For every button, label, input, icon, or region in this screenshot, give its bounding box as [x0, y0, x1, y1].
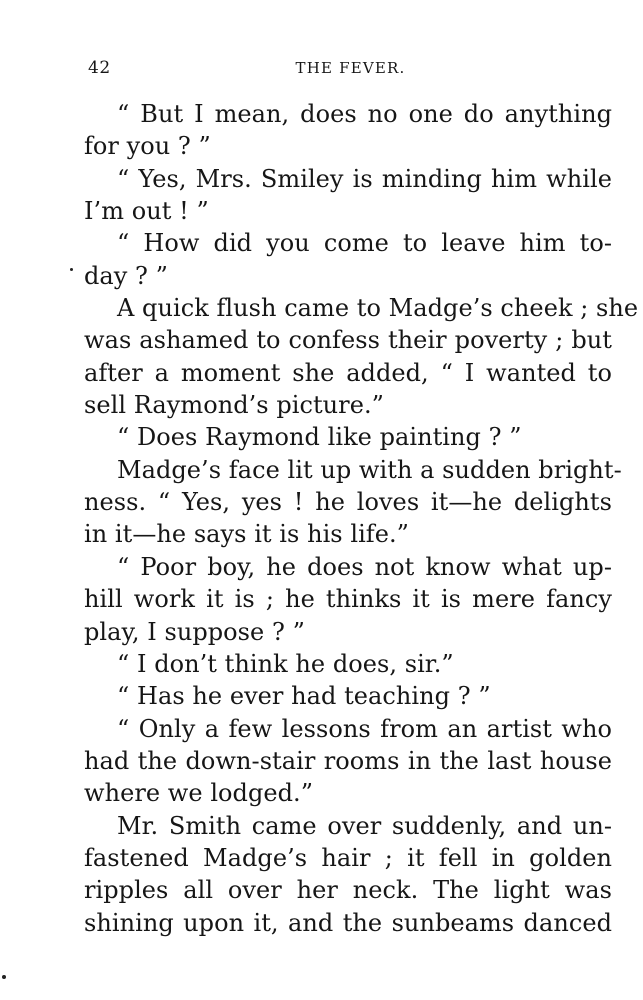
- text-line: Madge’s face lit up with a sudden bright-: [117, 455, 622, 484]
- text-line: fastened Madge’s hair ; it fell in golden: [84, 843, 612, 872]
- text-line: hill work it is ; he thinks it is mere fancy: [84, 585, 612, 614]
- print-speck: [2, 975, 6, 979]
- text-line: ness. “ Yes, yes ! he loves it—he delights: [84, 488, 612, 517]
- page-number: 42: [88, 58, 111, 78]
- text-line: where we lodged.”: [84, 779, 314, 808]
- text-line: after a moment she added, “ I wanted to: [84, 358, 612, 387]
- body-text: [84, 98, 639, 939]
- text-line: “ Only a few lessons from an artist who: [117, 714, 612, 743]
- text-line: sell Raymond’s picture.”: [84, 391, 384, 420]
- text-line: I’m out ! ”: [84, 197, 209, 226]
- page-header: [88, 58, 613, 82]
- text-line: “ How did you come to leave him to-: [117, 229, 612, 258]
- text-line: ripples all over her neck. The light was: [84, 876, 612, 905]
- text-line: A quick flush came to Madge’s cheek ; she: [117, 294, 639, 323]
- text-line: in it—he says it is his life.”: [84, 520, 409, 549]
- text-line: had the down-stair rooms in the last house: [84, 746, 612, 775]
- text-line: Mr. Smith came over suddenly, and un-: [117, 811, 612, 840]
- text-line: “ But I mean, does no one do anything: [117, 100, 612, 128]
- print-speck: [70, 268, 73, 271]
- text-line: “ Yes, Mrs. Smiley is minding him while: [117, 164, 612, 193]
- text-line: for you ? ”: [84, 132, 211, 161]
- text-line: “ Has he ever had teaching ? ”: [117, 682, 491, 711]
- text-line: day ? ”: [84, 261, 168, 290]
- text-line: “ Does Raymond like painting ? ”: [117, 423, 522, 452]
- text-line: was ashamed to confess their poverty ; but: [84, 326, 612, 355]
- text-line: play, I suppose ? ”: [84, 617, 305, 646]
- running-head: THE FEVER.: [295, 59, 406, 77]
- text-line: “ Poor boy, he does not know what up-: [117, 552, 612, 581]
- text-line: “ I don’t think he does, sir.”: [117, 649, 454, 678]
- text-line: shining upon it, and the sunbeams danced: [84, 908, 612, 937]
